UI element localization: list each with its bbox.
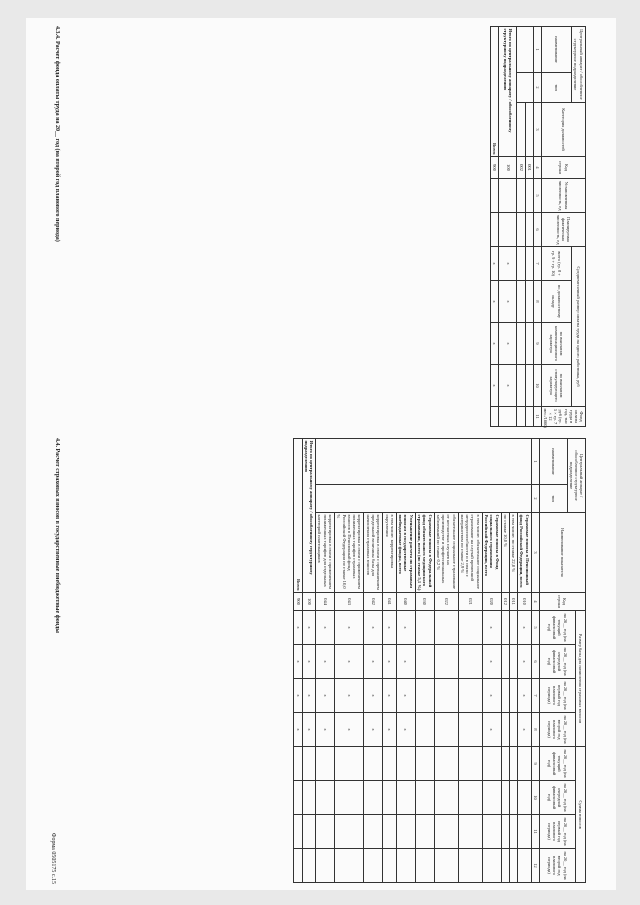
cross-mark: x <box>518 645 532 679</box>
t2-head-year4: на 20__ год (на второй год планового периода) <box>539 713 575 747</box>
cross-mark: x <box>335 713 364 747</box>
t1-cell-category[interactable] <box>525 103 533 157</box>
t1-cell-code: 001 <box>525 157 533 179</box>
indicator-label: корректировка в связи с применением пониженных тарифов страховых взносов в Пенсионный фонд Российской Федерации по ставке 10,0 % <box>335 513 364 593</box>
cross-mark: x <box>316 679 335 713</box>
t2-num: 8 <box>531 713 539 747</box>
cross-mark: x <box>499 281 517 323</box>
t1-num: 6 <box>533 213 541 247</box>
t1-subtotal-row <box>499 27 517 427</box>
t2-cell[interactable] <box>316 781 335 815</box>
table2-title: 4.4. Расчет страховых взносов в государственные внебюджетные фонды <box>54 438 60 633</box>
t1-head-staff: Установленная численность, ед <box>542 179 586 213</box>
t2-cell[interactable] <box>415 849 434 883</box>
t1-num: 4 <box>533 157 541 179</box>
cross-mark: x <box>491 323 499 365</box>
t2-body <box>294 439 531 883</box>
cross-mark: x <box>383 611 397 645</box>
t1-cell[interactable] <box>517 247 525 281</box>
indicator-code: 100 <box>302 593 316 611</box>
t2-cell[interactable] <box>518 747 532 781</box>
t1-num: 9 <box>533 323 541 365</box>
indicator-code: 041 <box>383 593 397 611</box>
indicator-code: 900 <box>294 593 302 611</box>
t1-num: 2 <box>533 73 541 103</box>
t2-cell[interactable] <box>434 815 458 849</box>
indicator-label: в том числе: корректировка округления <box>383 513 397 593</box>
cross-mark: x <box>482 611 501 645</box>
indicator-code: 011 <box>509 593 517 611</box>
t2-head-name: наименование <box>539 439 567 485</box>
t2-cell[interactable] <box>302 747 316 781</box>
t2-cell[interactable] <box>509 645 517 679</box>
indicator-code: 030 <box>415 593 434 611</box>
t1-cell-type[interactable] <box>517 73 534 103</box>
indicator-code: 020 <box>482 593 501 611</box>
t2-cell[interactable] <box>458 747 482 781</box>
cross-mark: x <box>335 645 364 679</box>
t1-cell[interactable] <box>525 213 533 247</box>
t2-cell[interactable] <box>415 815 434 849</box>
t2-cell[interactable] <box>383 781 397 815</box>
cross-mark: x <box>482 679 501 713</box>
t1-cell[interactable] <box>499 179 517 213</box>
t2-head-year4: на 20__ год (на второй год планового периода) <box>539 849 575 883</box>
t1-cell[interactable] <box>525 407 533 427</box>
cross-mark: x <box>364 713 383 747</box>
t2-head-type: тип <box>539 485 567 513</box>
t2-head-code: Код строки <box>539 593 585 611</box>
t1-number-row <box>533 27 541 427</box>
t2-cell[interactable] <box>509 781 517 815</box>
t2-cell[interactable] <box>364 781 383 815</box>
cross-mark: x <box>518 611 532 645</box>
cross-mark: x <box>518 679 532 713</box>
cross-mark: x <box>294 645 302 679</box>
cross-mark: x <box>335 611 364 645</box>
t2-head-year1: на 20__ год (на текущий финансовый год) <box>539 747 575 781</box>
cross-mark: x <box>302 713 316 747</box>
t1-total-code: 900 <box>491 157 499 179</box>
t1-cell-name[interactable] <box>517 27 534 73</box>
indicator-code: 021 <box>458 593 482 611</box>
t1-cell[interactable] <box>517 323 525 365</box>
cross-mark: x <box>294 713 302 747</box>
t1-cell-category[interactable] <box>517 103 525 157</box>
t2-num: 12 <box>531 849 539 883</box>
table1-title: 4.3.4. Расчет фонда оплаты труда на 20__ год (на второй год планового периода) <box>54 26 60 242</box>
t1-head-actual: Планируемая фактическая численность, ед <box>542 213 586 247</box>
t1-cell[interactable] <box>525 281 533 323</box>
t2-cell[interactable] <box>501 679 509 713</box>
t1-cell[interactable] <box>491 213 499 247</box>
t2-num: 1 <box>531 439 539 485</box>
cross-mark: x <box>482 645 501 679</box>
t2-cell[interactable] <box>518 849 532 883</box>
t1-head-category: Категория должностей <box>542 103 586 157</box>
t2-head-sum-group: Сумма взносов <box>576 747 586 883</box>
t2-cell[interactable] <box>509 611 517 645</box>
cross-mark: x <box>364 679 383 713</box>
cross-mark: x <box>383 679 397 713</box>
t2-cell[interactable] <box>501 645 509 679</box>
t1-head-total: всего (гр. 8 + гр. 9 + гр. 10) <box>542 247 572 281</box>
t2-cell[interactable] <box>434 849 458 883</box>
t2-cell[interactable] <box>335 781 364 815</box>
t1-cell[interactable] <box>517 179 525 213</box>
t2-cell[interactable] <box>396 781 415 815</box>
cross-mark: x <box>383 713 397 747</box>
t1-num: 5 <box>533 179 541 213</box>
t2-cell[interactable] <box>364 815 383 849</box>
t2-cell[interactable] <box>501 849 509 883</box>
indicator-label: Страховые взносы в Пенсионный фонд Российской Федерации, всего <box>518 513 532 593</box>
t1-cell[interactable] <box>517 365 525 407</box>
cross-mark: x <box>491 365 499 407</box>
t2-cell[interactable] <box>415 781 434 815</box>
cross-mark: x <box>396 713 415 747</box>
indicator-code: 044 <box>316 593 335 611</box>
t2-cell[interactable] <box>458 645 482 679</box>
t2-head-year3: на 20__ год (на первый год планового периода) <box>539 815 575 849</box>
cross-mark: x <box>396 679 415 713</box>
t2-num: 10 <box>531 781 539 815</box>
t2-cell[interactable] <box>294 815 302 849</box>
cross-mark: x <box>294 679 302 713</box>
t1-cell[interactable] <box>525 365 533 407</box>
t2-cell[interactable] <box>434 747 458 781</box>
t2-head-base-group: Размер базы для начисления страховых взносов <box>576 611 586 747</box>
indicator-label: Уменьшение расчета по страховым взносам в государственные внебюджетные фонды, всего <box>396 513 415 593</box>
t2-cell[interactable] <box>458 679 482 713</box>
t2-head-year2: на 20__ год (на очередной финансовый год) <box>539 645 575 679</box>
t2-cell[interactable] <box>509 747 517 781</box>
t2-cell[interactable] <box>396 815 415 849</box>
t1-head-fund: Фонд оплаты труда в год, тыс руб (гр. 5 × гр. 7 × 12 мес./1000) <box>543 408 584 428</box>
t2-cell[interactable] <box>518 781 532 815</box>
indicator-label: по ставке 10,0 % <box>501 513 509 593</box>
t1-cell[interactable] <box>491 179 499 213</box>
cross-mark: x <box>499 247 517 281</box>
indicator-label: Всего <box>294 439 302 593</box>
table-row <box>294 439 302 883</box>
t1-head-code: Код строки <box>542 157 586 179</box>
t1-num: 7 <box>533 247 541 281</box>
t2-cell[interactable] <box>482 849 501 883</box>
t2-number-row <box>531 439 539 883</box>
t2-cell-type[interactable] <box>316 485 532 513</box>
t1-cell[interactable] <box>499 407 517 427</box>
t2-cell[interactable] <box>396 747 415 781</box>
indicator-label: Страховые взносы в Федеральный фонд обязательного медицинского страхования, всего (по ставке 5,1 %) <box>415 513 434 593</box>
t2-num: 3 <box>531 513 539 593</box>
t2-num: 9 <box>531 747 539 781</box>
t1-num: 8 <box>533 281 541 323</box>
t2-cell[interactable] <box>458 611 482 645</box>
cross-mark: x <box>294 611 302 645</box>
t2-cell[interactable] <box>458 781 482 815</box>
t2-cell[interactable] <box>302 781 316 815</box>
t1-cell[interactable] <box>491 407 499 427</box>
t2-cell[interactable] <box>509 679 517 713</box>
t1-num: 1 <box>533 27 541 73</box>
t2-cell[interactable] <box>501 611 509 645</box>
t2-head-indicator: Наименование показателя <box>539 513 585 593</box>
t2-cell[interactable] <box>383 747 397 781</box>
t1-head-salary: по должностному окладу <box>542 281 572 323</box>
t1-head-comp: по выплатам компенсационного характера <box>542 323 572 365</box>
cross-mark: x <box>482 713 501 747</box>
t1-cell[interactable] <box>525 179 533 213</box>
cross-mark: x <box>302 645 316 679</box>
t2-num: 11 <box>531 815 539 849</box>
table-row <box>518 439 532 883</box>
indicator-label: в том числе: по ставке 22,0 % <box>509 513 517 593</box>
t2-cell[interactable] <box>501 815 509 849</box>
table-row <box>525 27 533 427</box>
t2-cell[interactable] <box>364 747 383 781</box>
t2-cell[interactable] <box>434 781 458 815</box>
t2-cell[interactable] <box>383 849 397 883</box>
t2-cell-name[interactable] <box>316 439 532 485</box>
t1-total-row <box>491 27 499 427</box>
cross-mark: x <box>302 679 316 713</box>
t2-cell[interactable] <box>509 713 517 747</box>
t2-cell[interactable] <box>501 781 509 815</box>
t2-cell[interactable] <box>482 781 501 815</box>
t2-num: 2 <box>531 485 539 513</box>
t2-cell[interactable] <box>396 849 415 883</box>
indicator-code: 042 <box>364 593 383 611</box>
t1-head-name: наименование <box>542 27 572 73</box>
indicator-code: 012 <box>501 593 509 611</box>
t2-cell[interactable] <box>434 713 458 747</box>
t2-cell[interactable] <box>415 611 434 645</box>
t2-cell[interactable] <box>302 849 316 883</box>
t2-cell[interactable] <box>458 815 482 849</box>
t2-cell[interactable] <box>335 849 364 883</box>
t2-cell[interactable] <box>415 713 434 747</box>
t1-cell-code: 002 <box>517 157 525 179</box>
rotated-content <box>26 18 616 890</box>
table-row <box>302 439 316 883</box>
t1-subtotal-code: 100 <box>499 157 517 179</box>
t1-num: 10 <box>533 365 541 407</box>
t1-cell[interactable] <box>499 213 517 247</box>
indicator-code: 010 <box>518 593 532 611</box>
cross-mark: x <box>364 645 383 679</box>
t2-cell[interactable] <box>383 815 397 849</box>
t1-head-stim: по выплатам стимулирующего характера <box>542 365 572 407</box>
t2-cell[interactable] <box>458 849 482 883</box>
t2-cell[interactable] <box>294 849 302 883</box>
t2-cell[interactable] <box>335 815 364 849</box>
t2-num: 5 <box>531 611 539 645</box>
indicator-label: обязательное социальное страхование от несчастных случаев на производстве и профессиональных заболеваний по ставке 0,2 % <box>434 513 458 593</box>
t2-cell[interactable] <box>501 747 509 781</box>
cross-mark: x <box>316 713 335 747</box>
t1-cell[interactable] <box>517 407 525 427</box>
indicator-label: корректировка в связи с применением пониженных тарифов для отдельных категорий плательщиков <box>316 513 335 593</box>
t2-cell[interactable] <box>302 815 316 849</box>
t2-cell[interactable] <box>434 611 458 645</box>
t2-cell[interactable] <box>415 747 434 781</box>
t1-num: 3 <box>533 103 541 157</box>
t2-head-unit: Центральный аппарат / обособленное структурное подразделение <box>567 439 585 513</box>
t2-cell[interactable] <box>415 645 434 679</box>
indicator-code: 040 <box>396 593 415 611</box>
indicator-label: в том числе: обязательное социальное страхование на случай временной нетрудоспособности и в связи с материнством по ставке 2,9 % <box>458 513 482 593</box>
cross-mark: x <box>335 679 364 713</box>
t2-cell[interactable] <box>316 815 335 849</box>
cross-mark: x <box>491 281 499 323</box>
t2-head-year3: на 20__ год (на первый год планового периода) <box>539 679 575 713</box>
t1-cell[interactable] <box>517 213 525 247</box>
t2-num: 6 <box>531 645 539 679</box>
insurance-table <box>293 438 586 883</box>
cross-mark: x <box>316 645 335 679</box>
t2-head-year1: на 20__ год (на текущий финансовый год) <box>539 611 575 645</box>
t2-cell[interactable] <box>415 679 434 713</box>
cross-mark: x <box>302 611 316 645</box>
t2-cell[interactable] <box>458 713 482 747</box>
t2-cell[interactable] <box>294 781 302 815</box>
t2-cell[interactable] <box>335 747 364 781</box>
cross-mark: x <box>518 713 532 747</box>
t1-total-label: Всего <box>491 27 499 157</box>
t2-cell[interactable] <box>364 849 383 883</box>
t1-num: 11 <box>533 407 541 427</box>
indicator-label: корректировка в связи с превышением предельной величины базы для начисления страховых взносов <box>364 513 383 593</box>
t2-cell[interactable] <box>482 815 501 849</box>
document-sheet <box>26 18 616 890</box>
cross-mark: x <box>364 611 383 645</box>
t2-cell[interactable] <box>518 815 532 849</box>
t2-num: 7 <box>531 679 539 713</box>
t2-cell[interactable] <box>316 747 335 781</box>
cross-mark: x <box>491 247 499 281</box>
wage-fund-table <box>490 26 586 427</box>
t1-head-avg-group: Среднемесячный размер оплаты труда на одного работника, руб <box>572 247 586 407</box>
form-code: Форма 0505175 с.15 <box>50 832 56 884</box>
indicator-code: 022 <box>434 593 458 611</box>
t2-cell[interactable] <box>501 713 509 747</box>
t2-num: 4 <box>531 593 539 611</box>
cross-mark: x <box>396 611 415 645</box>
t2-cell[interactable] <box>509 815 517 849</box>
indicator-label: Итого по центральному аппарату / обособленному структурному подразделению <box>302 439 316 593</box>
t1-cell[interactable] <box>525 247 533 281</box>
cross-mark: x <box>499 365 517 407</box>
t2-head-year2: на 20__ год (на очередной финансовый год) <box>539 781 575 815</box>
t2-cell[interactable] <box>509 849 517 883</box>
t2-cell[interactable] <box>434 645 458 679</box>
t1-head-type: тип <box>542 73 572 103</box>
t1-cell[interactable] <box>517 281 525 323</box>
indicator-label: Страховые взносы в Фонд социального страхования Российской Федерации, всего <box>482 513 501 593</box>
t1-subtotal-label: Итого по центральному аппарату / обособленному структурному подразделению <box>499 27 517 157</box>
t1-head-unit: Центральный аппарат / обособленное структурное подразделение <box>572 27 586 103</box>
cross-mark: x <box>396 645 415 679</box>
t1-cell[interactable] <box>525 323 533 365</box>
t2-cell[interactable] <box>482 747 501 781</box>
cross-mark: x <box>316 611 335 645</box>
t2-cell[interactable] <box>316 849 335 883</box>
t2-cell[interactable] <box>294 747 302 781</box>
cross-mark: x <box>499 323 517 365</box>
t2-cell[interactable] <box>434 679 458 713</box>
indicator-code: 043 <box>335 593 364 611</box>
cross-mark: x <box>383 645 397 679</box>
